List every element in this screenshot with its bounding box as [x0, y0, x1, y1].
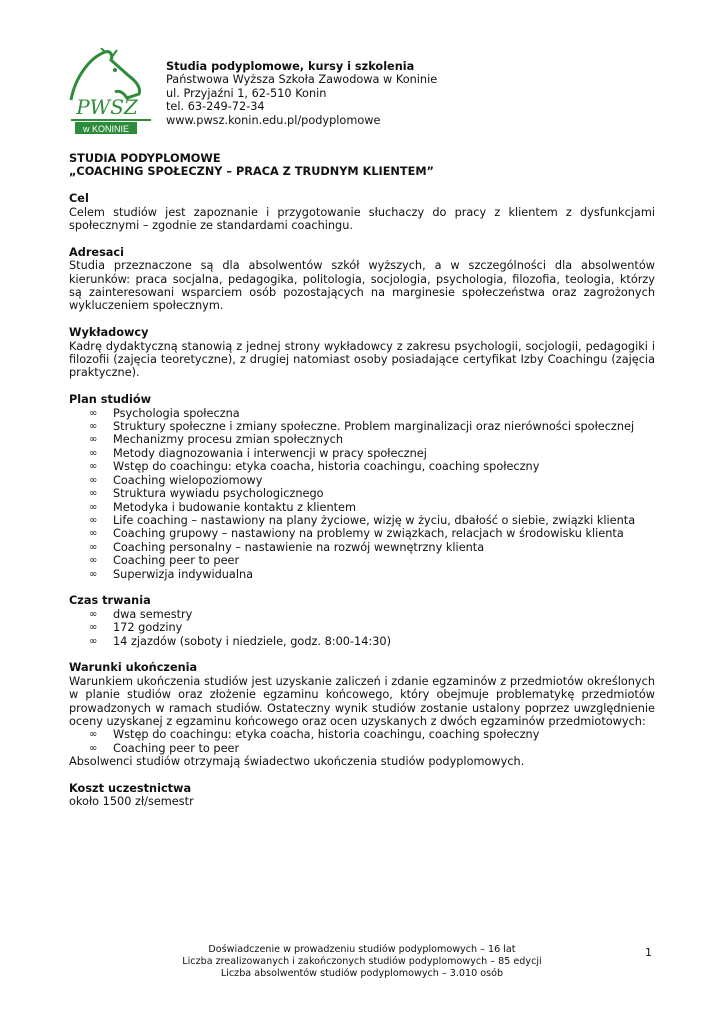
infinity-bullet-icon: ∞: [89, 407, 98, 419]
header-institution: Państwowa Wyższa Szkoła Zawodowa w Koninie: [166, 73, 438, 87]
section-heading-czas: Czas trwania: [69, 594, 151, 608]
header-phone: tel. 63-249-72-34: [166, 100, 265, 114]
section-text-cel: Celem studiów jest zapoznanie i przygotowanie słuchaczy do pracy z klientem z dysfunkcjami społecznymi – zgodnie ze standardami coachingu.: [69, 205, 655, 233]
list-item: [69, 487, 655, 500]
infinity-bullet-icon: ∞: [89, 568, 98, 580]
list-item: [69, 621, 655, 634]
list-item: [69, 608, 655, 621]
infinity-bullet-icon: ∞: [89, 622, 98, 634]
list-item-text: Coaching wielopoziomowy: [113, 473, 263, 487]
section-heading-cel: Cel: [69, 192, 89, 206]
list-item-text: Coaching personalny – nastawienie na rozwój wewnętrzny klienta: [113, 540, 485, 554]
infinity-bullet-icon: ∞: [89, 608, 98, 620]
section-warunki: [69, 661, 655, 768]
infinity-bullet-icon: ∞: [89, 635, 98, 647]
list-item: [69, 514, 655, 527]
list-item-text: Struktury społeczne i zmiany społeczne. Problem marginalizacji oraz nierówności społecznej: [113, 420, 635, 434]
infinity-bullet-icon: ∞: [89, 474, 98, 486]
list-item-text: 14 zjazdów (soboty i niedziele, godz. 8:00-14:30): [113, 634, 392, 648]
infinity-bullet-icon: ∞: [89, 421, 98, 433]
infinity-bullet-icon: ∞: [89, 461, 98, 473]
section-heading-adresaci: Adresaci: [69, 245, 124, 259]
list-item-text: Coaching peer to peer: [113, 741, 240, 755]
infinity-bullet-icon: ∞: [89, 488, 98, 500]
institution-header: [166, 60, 437, 127]
plan-list: [69, 407, 655, 581]
list-item: [69, 447, 655, 460]
horse-head-logo-icon: [67, 48, 153, 136]
list-item-text: Psychologia społeczna: [113, 406, 240, 420]
list-item-text: Metody diagnozowania i interwencji w pracy społecznej: [113, 446, 427, 460]
section-text-warunki: Warunkiem ukończenia studiów jest uzyskanie zaliczeń i zdanie egzaminów z przedmiotów określonych w planie studiów oraz złożenie egzaminu końcowego, który obejmuje problematykę przedmiotów prowadzonych w ramach studiów. Ostateczny wynik studiów zostanie ustalony poprzez uwzględnienie oceny uzyskanej z egzaminu końcowego oraz ocen uzyskanych z dwóch egzaminów przedmiotowych:: [69, 674, 655, 728]
infinity-bullet-icon: ∞: [89, 447, 98, 459]
infinity-bullet-icon: ∞: [89, 742, 98, 754]
list-item-text: Metodyka i budowanie kontaktu z klientem: [113, 500, 357, 514]
section-cel: [69, 192, 655, 232]
list-item: [69, 635, 655, 648]
infinity-bullet-icon: ∞: [89, 501, 98, 513]
list-item-text: Coaching grupowy – nastawiony na problemy w związkach, relacjach w środowisku klienta: [113, 527, 624, 541]
list-item: [69, 420, 655, 433]
footer-line1: Doświadczenie w prowadzeniu studiów podyplomowych – 16 lat: [208, 944, 516, 955]
section-text-adresaci: Studia przeznaczone są dla absolwentów szkół wyższych, a w szczególności dla absolwentów kierunków: praca socjalna, pedagogika, politologia, socjologia, psychologia, filozofia, teologia, którzy są zainteresowani wsparciem osób pozostających na marginesie społeczeństwa oraz zagrożonych wykluczeniem społecznym.: [69, 259, 655, 313]
section-heading-warunki: Warunki ukończenia: [69, 661, 198, 675]
header-website[interactable]: www.pwsz.konin.edu.pl/podyplomowe: [166, 113, 381, 127]
list-item-text: Struktura wywiadu psychologicznego: [113, 487, 324, 501]
section-heading-wykladowcy: Wykładowcy: [69, 326, 149, 340]
section-text-koszt: około 1500 zł/semestr: [69, 795, 194, 809]
infinity-bullet-icon: ∞: [89, 729, 98, 741]
list-item-text: Mechanizmy procesu zmian społecznych: [113, 433, 344, 447]
section-after-warunki: Absolwenci studiów otrzymają świadectwo ukończenia studiów podyplomowych.: [69, 755, 525, 769]
document-title-line1: STUDIA PODYPLOMOWE: [69, 152, 221, 165]
list-item: [69, 728, 655, 741]
section-heading-plan: Plan studiów: [69, 393, 152, 407]
document-body: [69, 152, 655, 809]
list-item: [69, 554, 655, 567]
infinity-bullet-icon: ∞: [89, 514, 98, 526]
page-footer: [0, 944, 724, 979]
section-koszt: [69, 782, 655, 809]
section-text-wykladowcy: Kadrę dydaktyczną stanowią z jednej strony wykładowcy z zakresu psychologii, socjologii, pedagogiki i filozofii (zajęcia teoretyczne), z drugiej natomiast osoby posiadające certyfikat Izby Coachingu (zajęcia praktyczne).: [69, 339, 655, 380]
list-item: [69, 433, 655, 446]
list-item-text: Coaching peer to peer: [113, 554, 240, 568]
list-item-text: Superwizja indywidualna: [113, 567, 254, 581]
list-item: [69, 527, 655, 540]
list-item-text: Wstęp do coachingu: etyka coacha, historia coachingu, coaching społeczny: [113, 728, 540, 742]
list-item: [69, 568, 655, 581]
list-item-text: Wstęp do coachingu: etyka coacha, historia coachingu, coaching społeczny: [113, 460, 540, 474]
infinity-bullet-icon: ∞: [89, 528, 98, 540]
logo-letters: PWSZ: [76, 95, 138, 119]
list-item: [69, 501, 655, 514]
infinity-bullet-icon: ∞: [89, 541, 98, 553]
duration-list: [69, 608, 655, 648]
pwsz-logo: [67, 48, 153, 136]
logo-place: w KONINIE: [82, 124, 130, 134]
list-item-text: Life coaching – nastawiony na plany życiowe, wizję w życiu, dbałość o siebie, związki klienta: [113, 513, 636, 527]
list-item: [69, 460, 655, 473]
list-item-text: 172 godziny: [113, 621, 183, 635]
list-item: [69, 407, 655, 420]
document-title: [69, 152, 655, 179]
document-title-line2: „COACHING SPOŁECZNY – PRACA Z TRUDNYM KLIENTEM”: [69, 165, 434, 179]
list-item: [69, 474, 655, 487]
section-adresaci: [69, 246, 655, 313]
list-item-text: dwa semestry: [113, 607, 193, 621]
section-plan: [69, 393, 655, 581]
page-number: 1: [645, 946, 652, 959]
section-wykladowcy: [69, 326, 655, 380]
header-address: ul. Przyjaźni 1, 62-510 Konin: [166, 86, 327, 100]
infinity-bullet-icon: ∞: [89, 555, 98, 567]
header-title: Studia podyplomowe, kursy i szkolenia: [166, 60, 415, 73]
list-item: [69, 742, 655, 755]
list-item: [69, 541, 655, 554]
section-czas: [69, 594, 655, 648]
footer-line2: Liczba zrealizowanych i zakończonych studiów podyplomowych – 85 edycji: [182, 955, 542, 967]
section-heading-koszt: Koszt uczestnictwa: [69, 781, 192, 795]
infinity-bullet-icon: ∞: [89, 434, 98, 446]
footer-line3: Liczba absolwentów studiów podyplomowych – 3.010 osób: [220, 967, 504, 979]
exam-list: [69, 728, 655, 755]
